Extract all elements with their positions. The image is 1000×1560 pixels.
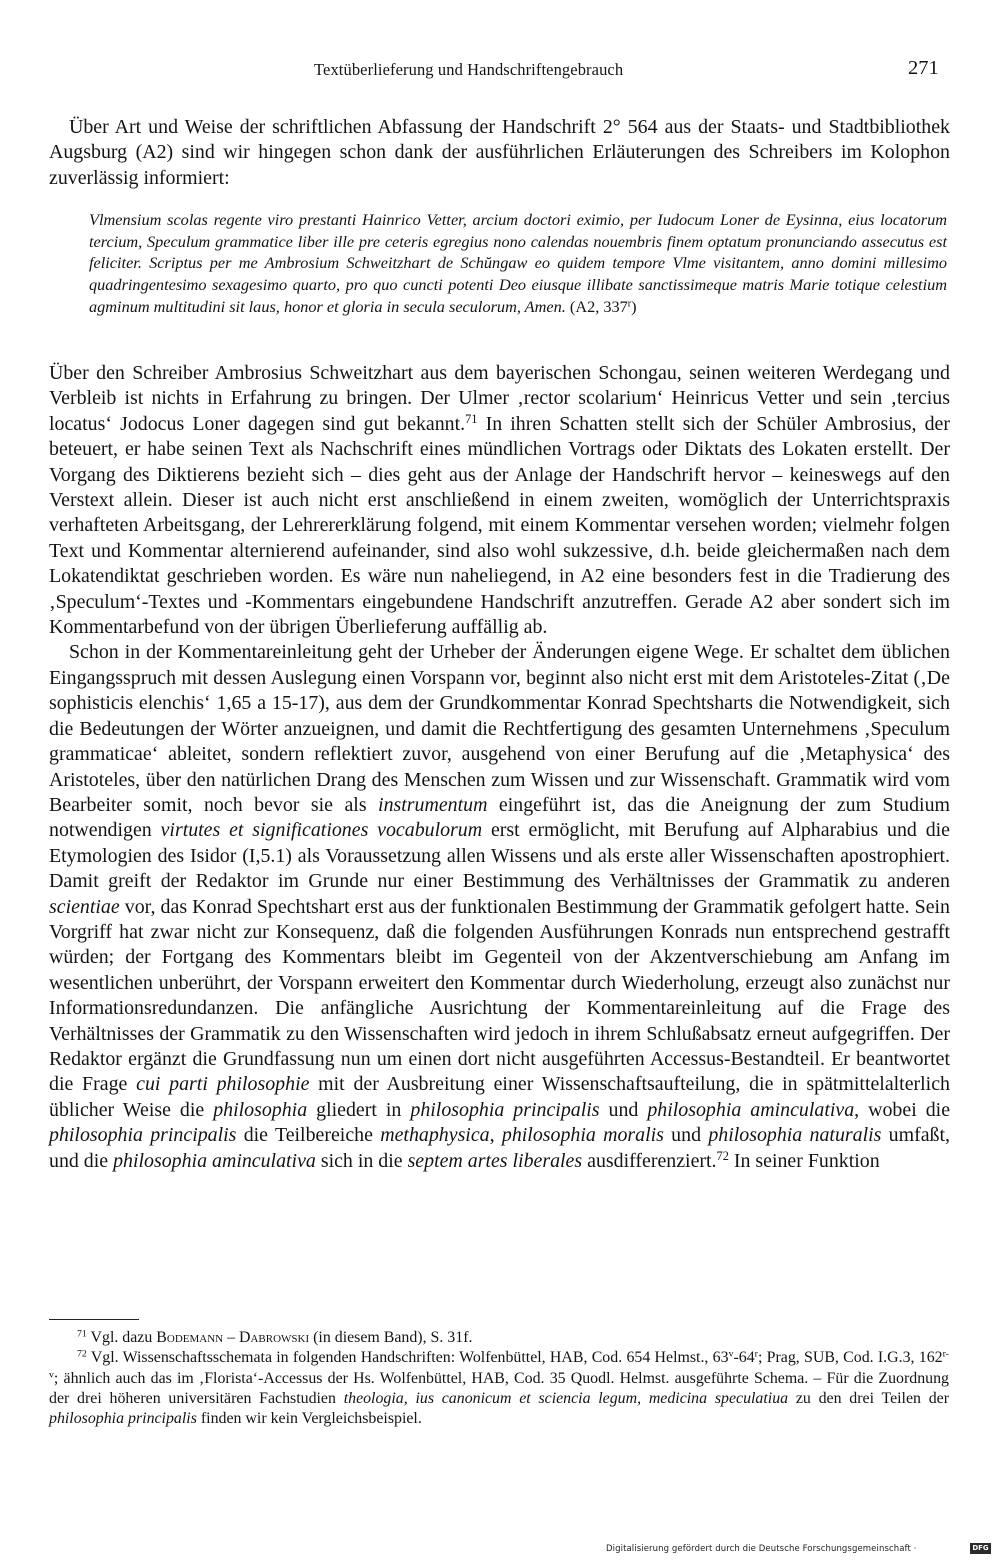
footnote-ref-72: 72 [716, 1148, 729, 1163]
intro-paragraph: Über Art und Weise der schriftlichen Abfassung der Handschrift 2° 564 aus der Staats- und Stadtbibliothek Augsburg (A2) sind wir hingegen schon dank der ausführlichen Erläuterungen des Schreibers im Kolophon zuverlässig informiert: [49, 116, 950, 189]
footnote-ref-71: 71 [465, 412, 478, 427]
main-text [49, 361, 950, 1174]
running-header [0, 57, 1000, 90]
footnotes [49, 1328, 949, 1429]
running-title: Textüberlieferung und Handschriftengebrauch [314, 60, 624, 79]
dfg-logo: DFG [970, 1543, 991, 1554]
colophon-quote [89, 209, 947, 318]
colophon-citation: (A2, 337$^r$) [569, 296, 637, 316]
footnote-divider [49, 1319, 139, 1320]
page-number: 271 [908, 57, 939, 79]
intro-paragraph-block [49, 115, 950, 191]
colophon-latin-text: Vlmensium scolas regente viro prestanti Hainrico Vetter, arcium doctori eximio, per Iudocum Loner de Eysinna, eius locatorum tercium, Speculum grammatice liber ille pre ceteris egregius nono calendas nouembris finem optatum pronunciando assecutus est feliciter. Scriptus per me Ambrosium Schweitzhart de Schŭngaw eo quidem tempore Vlme visitantem, anno domini millesimo quadringentesimo sexagesimo quarto, pro quo cuncti potenti Deo eiusque illibate sanctissimeque matris Marie totique celestium agminum multitudini sit laus, honor et gloria in secula seculorum, Amen. [89, 210, 947, 316]
paragraph-kommentareinleitung: Schon in der Kommentareinleitung geht der Urheber der Änderungen eigene Wege. Er schaltet dem üblichen Eingangsspruch mit dessen Auslegung einen Vorspann vor, beginnt also nicht erst mit dem Aristoteles-Zitat (‚De sophisticis elenchis‘ 1,65 a 15-17), aus dem der Grundkommentar Konrad Spechtsharts die Notwendigkeit, sich die Bedeutungen der Wörter anzueignen, und damit die Rechtfertigung des gesamten Unternehmens ‚Speculum grammaticae‘ ableitet, sondern reflektiert zuvor, ausgehend von einer Berufung auf die ‚Metaphysica‘ des Aristoteles, über den natürlichen Drang des Menschen zum Wissen und zur Wissenschaft. Grammatik wird vom Bearbeiter somit, noch bevor sie als instrumentum eingeführt ist, das die Aneignung der zum Studium notwendigen virtutes et significationes vocabulorum erst ermöglicht, mit Berufung auf Alpharabius und die Etymologien des Isidor (I,5.1) als Voraussetzung allen Wissens und als erste aller Wissenschaften apostrophiert. Damit greift der Redaktor im Grunde nur einer Bestimmung des Verhältnisses der Grammatik zu anderen scientiae vor, das Konrad Spechtshart erst aus der funktionalen Bestimmung der Grammatik gefolgert hatte. Sein Vorgriff hat zwar nicht zur Konsequenz, daß die folgenden Ausführungen Konrads nun entsprechend gestrafft würden; der Fortgang des Kommentars bleibt im Gegenteil von der Akzentverschiebung am Anfang im wesentlichen unberührt, der Vorspann erweitert den Kommentar durch Wiederholung, erzeugt also zunächst nur Informationsredundanzen. Die anfängliche Ausrichtung der Kommentareinleitung auf die Frage des Verhältnisses der Grammatik zu den Wissenschaften wird jedoch in ihrem Schlußabsatz erneut aufgegriffen. Der Redaktor ergänzt die Grundfassung nun um einen dort nicht ausgeführten Accessus-Bestandteil. Er beantwortet die Frage cui parti philosophie mit der Ausbreitung einer Wissenschaftsaufteilung, die in spätmittelalterlich üblicher Weise die philosophia gliedert in philosophia principalis und philosophia aminculativa, wobei die philosophia principalis die Teilbereiche methaphysica, philosophia moralis und philosophia naturalis umfaßt, und die philosophia aminculativa sich in die septem artes liberales ausdifferenziert.$^{72}$ In seiner Funktion [49, 641, 951, 1172]
footnote-71: $^{71}$ Vgl. dazu Bodemann – Dabrowski (in diesem Band), S. 31f. [77, 1328, 473, 1346]
digitization-notice: Digitalisierung gefördert durch die Deutsche Forschungsgemeinschaft · [606, 1544, 917, 1554]
footnote-72: $^{72}$ Vgl. Wissenschaftsschemata in folgenden Handschriften: Wolfenbüttel, HAB, Cod. 654 Helmst., 63$^v$-64$^r$; Prag, SUB, Cod. I.G.3, 162$^{r-v}$; ähnlich auch das im ‚Florista‘-Accessus der Hs. Wolfenbüttel, HAB, Cod. 35 Quodl. Helmst. ausgeführte Schema. – Für die Zuordnung der drei höheren universitären Fachstudien theologia, ius canonicum et sciencia legum, medicina speculatiua zu den drei Teilen der philosophia principalis finden wir kein Vergleichsbeispiel. [49, 1348, 949, 1428]
paragraph-schreiber: Über den Schreiber Ambrosius Schweitzhart aus dem bayerischen Schongau, seinen weiteren Werdegang und Verbleib ist nichts in Erfahrung zu bringen. Der Ulmer ‚rector scolarium‘ Heinricus Vetter und sein ‚tercius locatus‘ Jodocus Loner dagegen sind gut bekannt.$^{71}$ In ihren Schatten stellt sich der Schüler Ambrosius, der beteuert, er habe seinen Text als Nachschrift eines mündlichen Vortrags oder Diktats des Lokaten erstellt. Der Vorgang des Diktierens bezieht sich – dies geht aus der Anlage der Handschrift hervor – keineswegs auf den Verstext allein. Dieser ist auch nicht erst anschließend in einem zweiten, womöglich der Unterrichtspraxis verhafteten Arbeitsgang, der Lehrererklärung folgend, mit einem Kommentar versehen worden; vielmehr folgen Text und Kommentar alternierend aufeinander, sind also wohl sukzessive, d.h. beide gleichermaßen nach dem Lokatendiktat geschrieben worden. Es wäre nun naheliegend, in A2 eine besonders fest in die Tradierung des ‚Speculum‘-Textes und -Kommentars eingebundene Handschrift anzutreffen. Gerade A2 aber sondert sich im Kommentarbefund von der übrigen Überlieferung auffällig ab. [49, 362, 950, 639]
